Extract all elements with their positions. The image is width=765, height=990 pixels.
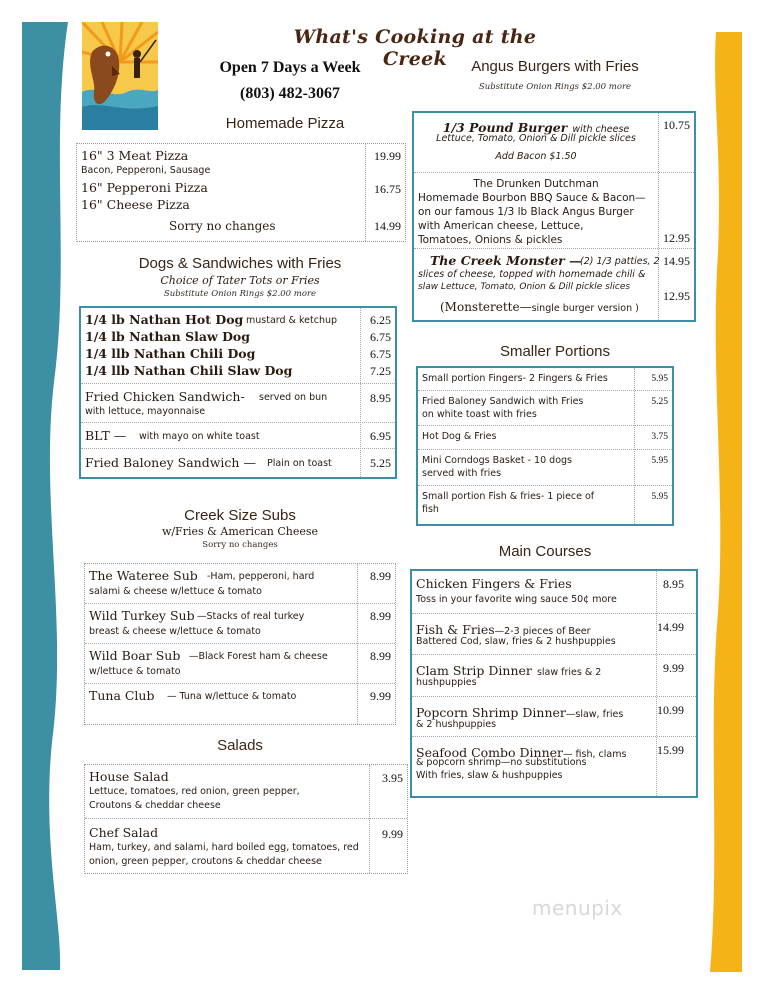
menu-item-desc: Lettuce, tomatoes, red onion, green pepper, (89, 786, 300, 797)
menu-item-name: 16" 3 Meat Pizza (81, 148, 189, 163)
menu-item-name: Fried Baloney Sandwich with Fries (422, 396, 584, 407)
menu-item-desc: —2-3 pieces of Beer (494, 626, 591, 637)
menu-item-desc: Toss in your favorite wing sauce 50¢ more (416, 594, 617, 605)
dogs-subheading: Choice of Tater Tots or Fries (160, 274, 320, 287)
menu-item-price: 15.99 (657, 743, 684, 757)
menu-item-desc: mustard & ketchup (246, 315, 338, 326)
menu-item-price: 3.95 (382, 771, 403, 785)
menu-item-name: Fish & Fries (416, 622, 495, 637)
menu-item-desc: Bacon, Pepperoni, Sausage (81, 165, 211, 176)
smaller-box (416, 366, 674, 526)
menu-item-price: 12.95 (663, 231, 690, 245)
menu-item-desc: onion, green pepper, croutons & cheddar cheese (89, 856, 322, 867)
menu-item-name: Chicken Fingers & Fries (416, 576, 572, 591)
menu-item-desc: Battered Cod, slaw, fries & 2 hushpuppies (416, 636, 616, 647)
menu-item-price: 6.25 (370, 313, 391, 327)
menu-item-desc: Tomatoes, Onions & pickles (418, 234, 563, 246)
menu-item-desc: —Black Forest ham & cheese (189, 651, 328, 662)
menu-item-price: 12.95 (663, 289, 690, 303)
menu-item-price: 8.99 (370, 569, 391, 583)
menu-item-desc: — Tuna w/lettuce & tomato (167, 691, 297, 702)
menu-item-name: Tuna Club (89, 688, 155, 703)
menu-item-name: 16" Pepperoni Pizza (81, 180, 208, 195)
menu-item-price: 6.95 (370, 429, 391, 443)
subs-heading: Creek Size Subs (184, 507, 296, 524)
menu-item-desc: breast & cheese w/lettuce & tomato (89, 626, 261, 637)
menu-item-price: 10.75 (663, 118, 690, 132)
menu-item-price: 14.99 (657, 620, 684, 634)
menu-item-desc: with American cheese, Lettuce, (418, 220, 584, 232)
phone-number: (803) 482-3067 (240, 85, 340, 102)
dogs-note: Substitute Onion Rings $2.00 more (163, 289, 317, 299)
menu-item-desc: —Stacks of real turkey (197, 611, 305, 622)
watermark: menupix (532, 896, 623, 920)
menu-item-price: 16.75 (374, 182, 401, 196)
menu-item-desc: — fish, clams (563, 749, 627, 760)
dogs-box (79, 306, 397, 479)
menu-item-price: 5.95 (651, 374, 668, 384)
menu-item-desc: (2) 1/3 patties, 2 (580, 256, 660, 267)
menu-item-desc: slices of cheese, topped with homemade chili & (418, 269, 646, 280)
menu-item-price: 9.99 (663, 661, 684, 675)
menu-item-name: Small portion Fish & fries- 1 piece of (422, 491, 595, 502)
menu-item-price: 7.25 (370, 364, 391, 378)
menu-item-price: 14.95 (663, 254, 690, 268)
menu-item-price: 9.99 (382, 827, 403, 841)
menu-item-desc: served with fries (422, 468, 502, 479)
menu-item-desc: & popcorn shrimp—no substitutions (416, 757, 587, 768)
menu-item-desc: with mayo on white toast (139, 431, 260, 442)
menu-item-name: (Monsterette— (440, 300, 532, 314)
menu-item-name: House Salad (89, 769, 169, 784)
smaller-heading: Smaller Portions (499, 343, 611, 360)
menu-item-desc: & 2 hushpuppies (416, 719, 497, 730)
menu-item-name: The Creek Monster — (430, 253, 582, 268)
menu-item-name: 16" Cheese Pizza (81, 197, 190, 212)
menu-item-name: Popcorn Shrimp Dinner (416, 705, 566, 720)
menu-item-price: 9.99 (370, 689, 391, 703)
menu-item-name: 1/4 llb Nathan Chili Dog (85, 346, 256, 361)
menu-item-price: 8.95 (663, 577, 684, 591)
subs-subheading: w/Fries & American Cheese (161, 525, 319, 538)
menu-item-desc: single burger version ) (531, 303, 639, 314)
menu-item-desc: with cheese (572, 124, 630, 135)
menu-item-price: 6.75 (370, 330, 391, 344)
menu-item-name: Sorry no changes (169, 219, 276, 233)
menu-item-desc: -Ham, pepperoni, hard (207, 571, 315, 582)
menu-item-desc: Plain on toast (267, 458, 332, 469)
menu-item-name: Small portion Fingers- 2 Fingers & Fries (422, 373, 608, 384)
menu-item-desc: on white toast with fries (422, 409, 537, 420)
page-title: What's Cooking at the Creek (293, 26, 537, 70)
pizza-box (76, 143, 406, 242)
open-days: Open 7 Days a Week (219, 59, 361, 76)
menu-item-name: 1/4 llb Nathan Chili Slaw Dog (85, 363, 293, 378)
subs-box (84, 563, 396, 725)
menu-item-price: 8.99 (370, 649, 391, 663)
menu-item-price: 8.95 (370, 391, 391, 405)
main-heading: Main Courses (498, 543, 592, 560)
menu-item-name: Wild Boar Sub (89, 648, 181, 663)
menu-item-price: 3.75 (651, 432, 668, 442)
fisherman-fish-logo (82, 22, 158, 130)
menu-item-desc: Ham, turkey, and salami, hard boiled egg, tomatoes, red (89, 842, 359, 853)
menu-item-desc: With fries, slaw & hushpuppies (416, 770, 563, 781)
menu-item-name: Fried Baloney Sandwich — (85, 455, 256, 470)
menu-item-name: Mini Corndogs Basket - 10 dogs (422, 455, 572, 466)
menu-item-name: Clam Strip Dinner (416, 663, 532, 678)
burgers-note: Substitute Onion Rings $2.00 more (478, 82, 632, 92)
menu-item-price: 8.99 (370, 609, 391, 623)
salads-box (84, 764, 408, 874)
menu-item-price: 5.95 (651, 456, 668, 466)
subs-note: Sorry no changes (202, 540, 278, 550)
menu-item-price: 19.99 (374, 149, 401, 163)
menu-item-desc: on our famous 1/3 lb Black Angus Burger (418, 206, 634, 218)
menu-item-desc: slaw Lettuce, Tomato, Onion & Dill pickle slices (418, 282, 631, 292)
menu-item-desc: w/lettuce & tomato (89, 666, 181, 677)
main-box (410, 569, 698, 798)
menu-item-name: The Drunken Dutchman (473, 178, 599, 190)
menu-item-name: BLT — (85, 428, 127, 443)
menu-item-name: 1/4 lb Nathan Hot Dog (85, 312, 244, 327)
menu-item-desc: —slaw, fries (565, 709, 624, 720)
menu-item-name: 1/4 lb Nathan Slaw Dog (85, 329, 250, 344)
menu-item-name: Fried Chicken Sandwich- (85, 389, 245, 404)
dogs-heading: Dogs & Sandwiches with Fries (138, 255, 342, 272)
menu-item-desc: salami & cheese w/lettuce & tomato (89, 586, 262, 597)
menu-item-price: 5.25 (651, 397, 668, 407)
menu-item-name: Seafood Combo Dinner (416, 745, 564, 760)
menu-item-name: Wild Turkey Sub (89, 608, 195, 623)
menu-item-price: 5.25 (370, 456, 391, 470)
menu-item-desc: fish (422, 504, 439, 515)
gold-side-band (708, 32, 742, 972)
menu-item-desc: Add Bacon $1.50 (495, 151, 577, 162)
menu-item-desc: hushpuppies (416, 677, 477, 688)
menu-item-name: 1/3 Pound Burger (442, 120, 568, 135)
menu-item-price: 10.99 (657, 703, 684, 717)
burgers-heading: Angus Burgers with Fries (471, 58, 639, 75)
menu-item-desc: served on bun (259, 392, 328, 403)
menu-item-name: The Wateree Sub (89, 568, 198, 583)
menu-item-desc: Croutons & cheddar cheese (89, 800, 221, 811)
menu-item-price: 5.95 (651, 492, 668, 502)
menu-item-desc: Lettuce, Tomato, Onion & Dill pickle slices (436, 133, 636, 144)
menu-item-desc: Homemade Bourbon BBQ Sauce & Bacon— (418, 192, 646, 204)
menu-item-desc: with lettuce, mayonnaise (85, 406, 206, 417)
menu-item-price: 14.99 (374, 219, 401, 233)
menu-item-name: Chef Salad (89, 825, 159, 840)
burgers-box (412, 111, 696, 322)
menu-item-desc: slaw fries & 2 (536, 667, 602, 678)
menu-item-name: Hot Dog & Fries (422, 431, 497, 442)
teal-side-band (22, 22, 68, 970)
pizza-heading: Homemade Pizza (225, 115, 345, 132)
menu-item-price: 6.75 (370, 347, 391, 361)
salads-heading: Salads (217, 737, 263, 754)
